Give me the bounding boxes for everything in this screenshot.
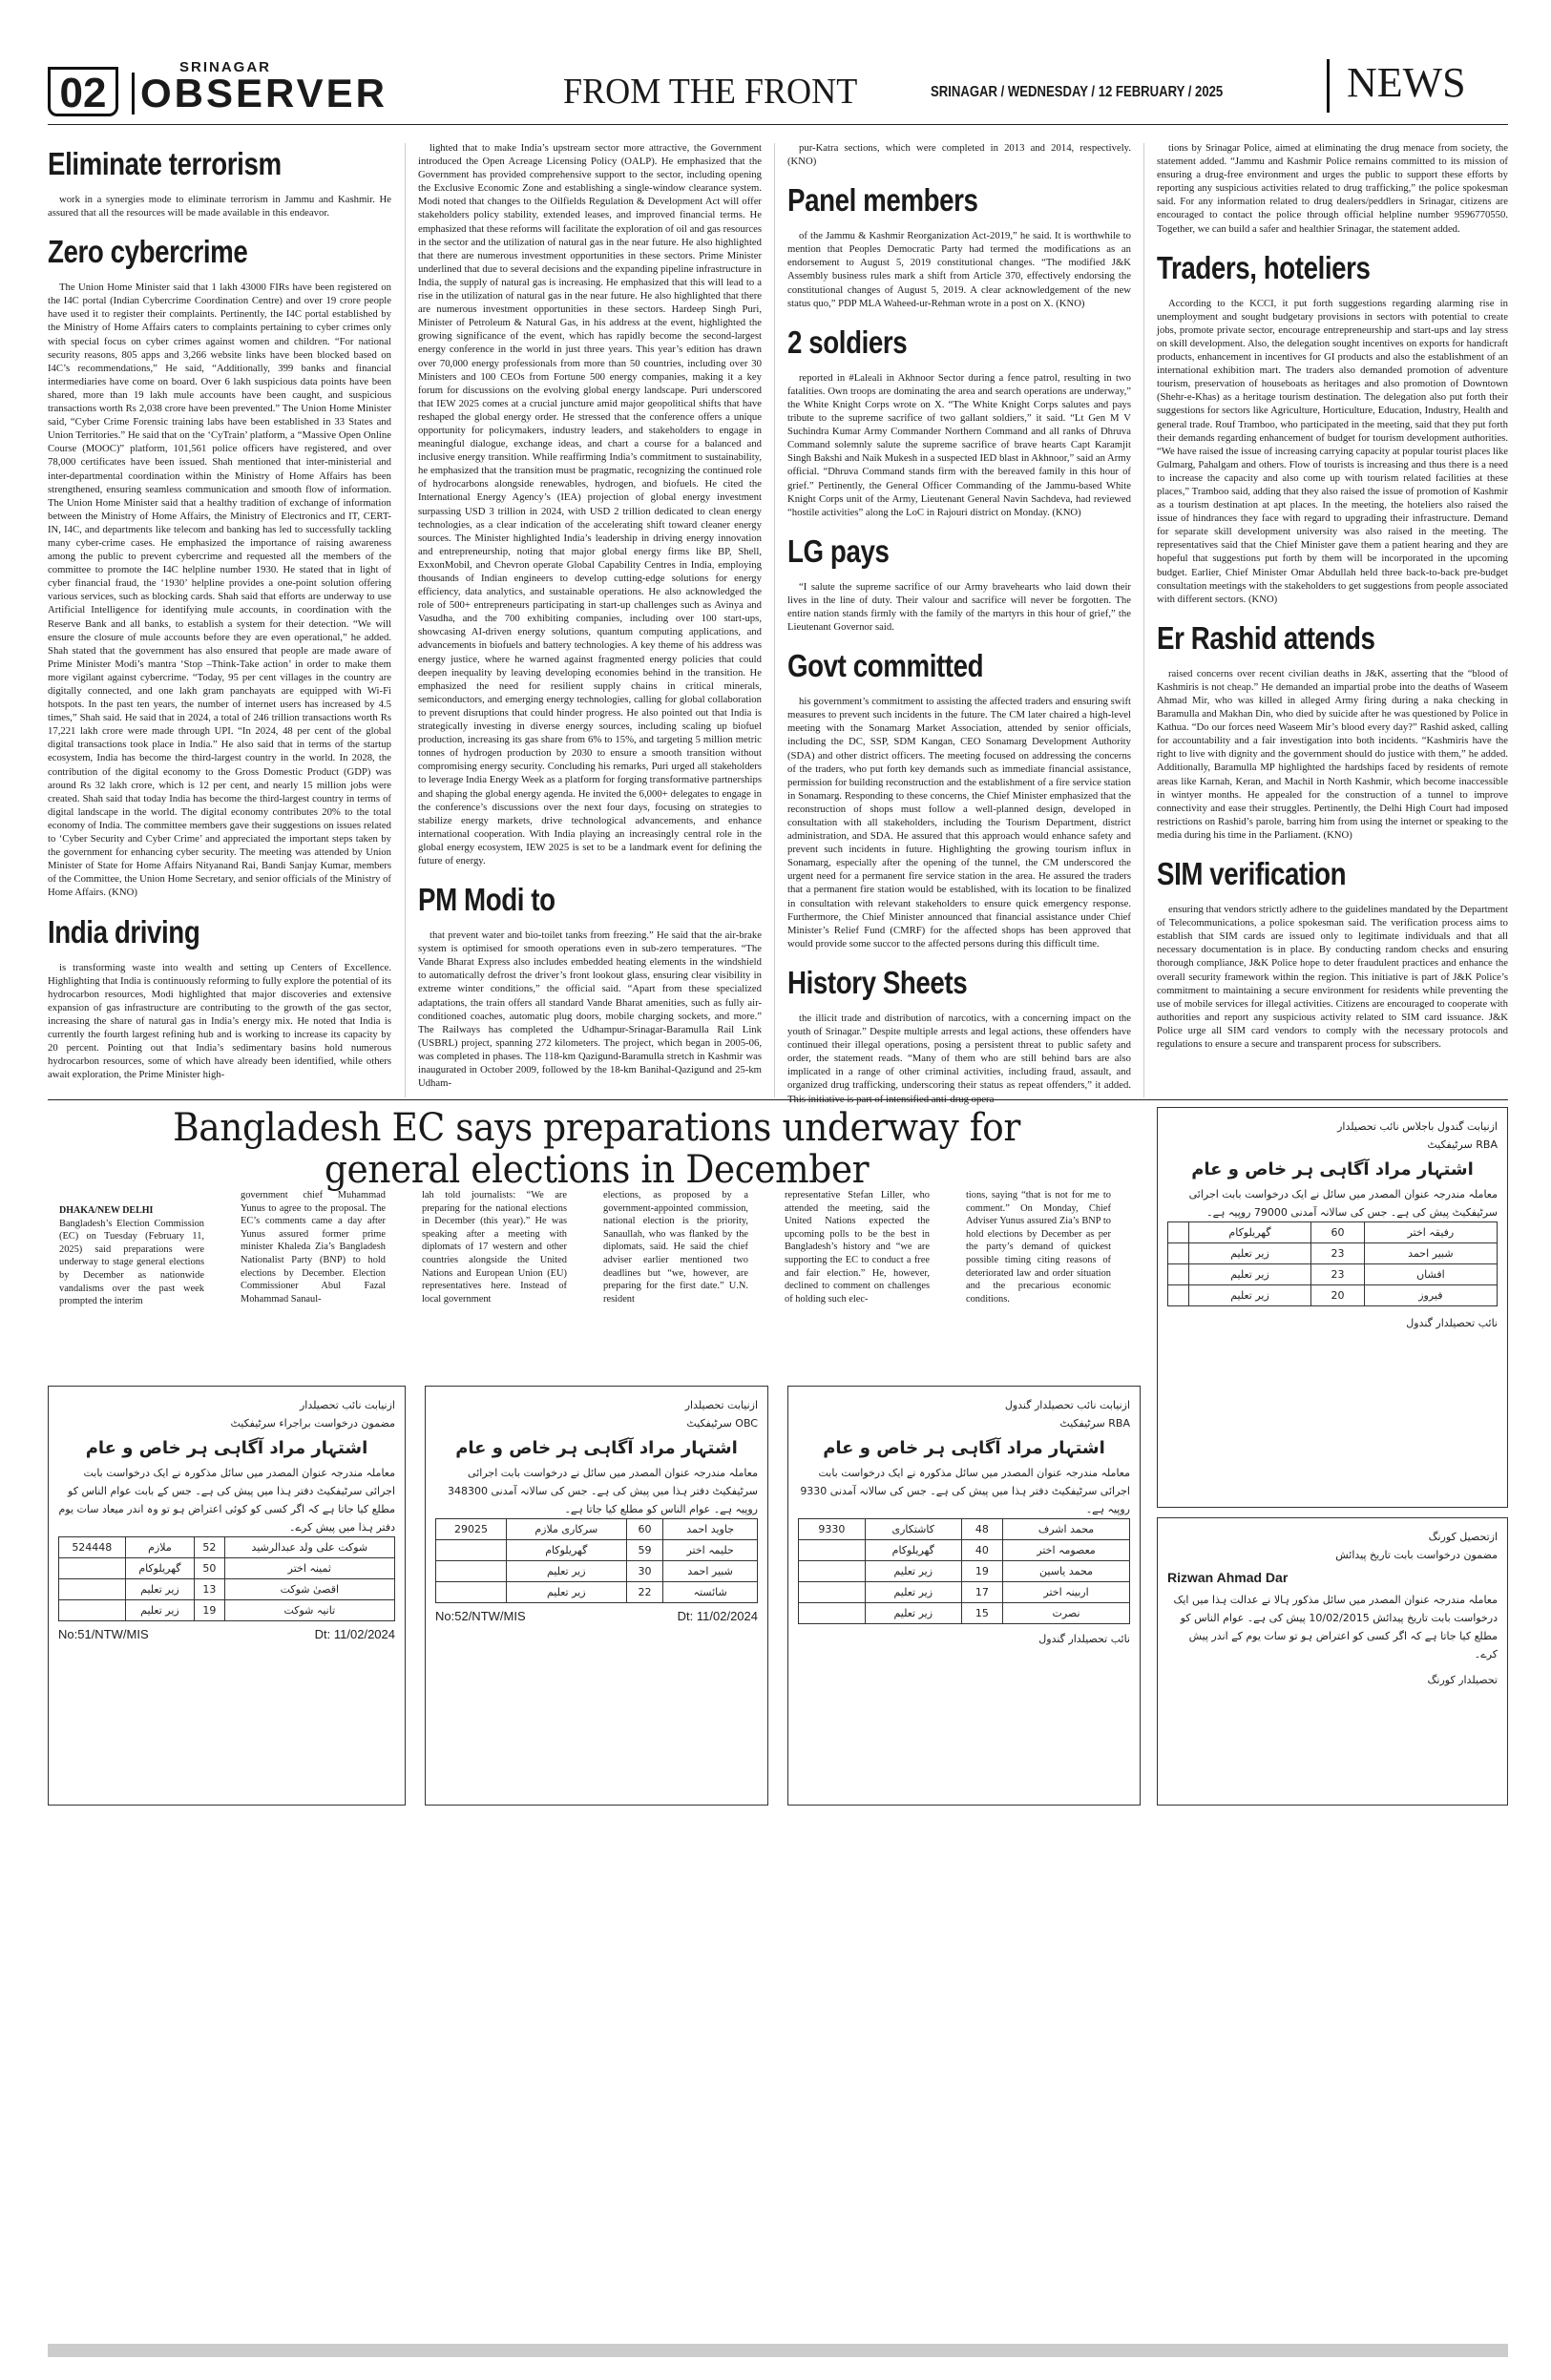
notice-ad bbox=[425, 1386, 768, 1806]
table-cell: محمد یاسین bbox=[1003, 1561, 1130, 1582]
table-cell: زیر تعلیم bbox=[865, 1561, 961, 1582]
headline: PM Modi to bbox=[418, 882, 555, 918]
ad-signature: تحصیلدار کورنگ bbox=[1427, 1674, 1498, 1686]
table-cell: زیر تعلیم bbox=[506, 1582, 626, 1603]
table-cell bbox=[1168, 1222, 1189, 1243]
table-row bbox=[799, 1603, 1130, 1624]
table-cell: زیر تعلیم bbox=[1188, 1264, 1310, 1285]
ad-table bbox=[435, 1518, 758, 1603]
section-tag: NEWS bbox=[1327, 59, 1466, 113]
article-text: “I salute the supreme sacrifice of our Army bravehearts who laid down their lives in the line of duty. Their valour and sacrifice will never be forgotten. The entire nation stands firmly with the family of the martyrs in this hour of grief,” the Lieutenant Governor said. bbox=[787, 580, 1131, 634]
table-cell: 23 bbox=[1311, 1264, 1365, 1285]
table-cell bbox=[799, 1561, 866, 1582]
ad-body: معاملہ مندرجہ عنوان المصدر میں سائل نے ایک درخواست بابت اجرائی سرٹیفکیٹ پیش کی ہے۔ جس کی سالانہ آمدنی 79000 روپیہ ہے۔ bbox=[1188, 1188, 1498, 1219]
article-text: reported in #Laleali in Akhnoor Sector during a fence patrol, resulting in two fatalities. Own troops are dominating the area and search operations are underway,” the White Knight Corps wrote on X. “The White Knight Corps salutes and pays tribute to the supreme sacrifice of two gallant soldiers,” it said. “Lt Gen M V Suchindra Kumar Army Commander Northern Command and all ranks of Dhruva Command solemnly salute the supreme sacrifice of brave hearts Capt Karamjit Singh Bakshi and Naik Mukesh in a suspected IED blast in Akhnoor,” said an Army official. “Dhruva Command stands firm with the bereaved family in this hour of grief.” Pertinently, the General Officer Commanding of the Jammu-based White Knight Corps unit of the Army, Lieutenant General Navin Sachdeva, had reviewed “hostile activities” along the LoC in Rajouri district on Monday. (KNO) bbox=[787, 371, 1131, 518]
table-cell bbox=[799, 1582, 866, 1603]
table-cell: 48 bbox=[961, 1519, 1002, 1540]
table-row bbox=[59, 1558, 395, 1579]
ad-body: معاملہ مندرجہ عنوان المصدر میں سائل مذکورہ نے ایک درخواست بابت اجرائی سرٹیفکیٹ دفتر ہذا میں پیش کی ہے۔ جس کی سالانہ آمدنی 9330 روپیہ ہے۔ bbox=[800, 1467, 1130, 1515]
ad-subject: RBA سرٹیفکیٹ bbox=[1059, 1417, 1130, 1430]
article-text: work in a synergies mode to eliminate terrorism in Jammu and Kashmir. He assured that all the resources will be made available in this endeavor. bbox=[48, 194, 391, 219]
ad-body: معاملہ مندرجہ عنوان المصدر میں سائل مذکور ہالا نے عدالت ہذا میں ایک درخواست بابت تاریخ پیدائش 10/02/2015 پیش کی ہے۔ عوام الناس کو مطلع کیا جاتا ہے کہ اگر کسی کو اعتراض ہو تو سات یوم کے اندر پیش کرے۔ bbox=[1173, 1594, 1498, 1660]
table-row bbox=[59, 1579, 395, 1600]
ad-heading: اشتہار مراد آگاہی ہر خاص و عام bbox=[85, 1438, 368, 1458]
table-cell: 60 bbox=[1311, 1222, 1365, 1243]
table-cell: 50 bbox=[195, 1558, 224, 1579]
table-row bbox=[1168, 1222, 1498, 1243]
table-cell: شائستہ bbox=[663, 1582, 758, 1603]
footer-bar bbox=[48, 2344, 1508, 2357]
headline: Govt committed bbox=[787, 648, 984, 684]
bangladesh-col-4: elections, as proposed by a government-appointed commission, national election is the priority, Sanaullah, who was flanked by the diplomats, said. He said the chief adviser earlier mentioned two deadlines but “we, however, are preparing for the first date.” U.N. resident bbox=[603, 1190, 748, 1305]
ad-issuer: ازنیابت نائب تحصیلدار bbox=[299, 1399, 395, 1411]
headline: History Sheets bbox=[787, 964, 968, 1000]
table-cell: ثمینہ اختر bbox=[224, 1558, 394, 1579]
table-cell bbox=[799, 1540, 866, 1561]
table-row bbox=[436, 1582, 758, 1603]
notice-ad bbox=[787, 1386, 1141, 1806]
bangladesh-col-2: government chief Muhammad Yunus to agree to the proposal. The EC’s comments came a day after Yunus assured former prime minister Khaleda Zia’s Bangladesh Nationalist Party (BNP) to hold elections by December. Election Commissioner Abul Fazal Mohammad Sanaul- bbox=[241, 1190, 386, 1305]
table-cell: 17 bbox=[961, 1582, 1002, 1603]
table-cell: 20 bbox=[1311, 1285, 1365, 1306]
ad-issuer: ازنیابت تحصیلدار bbox=[684, 1399, 758, 1411]
table-cell bbox=[436, 1582, 507, 1603]
article-text: pur-Katra sections, which were completed in 2013 and 2014, respectively. (KNO) bbox=[787, 142, 1131, 168]
headline: Eliminate terrorism bbox=[48, 146, 282, 181]
table-cell: 59 bbox=[626, 1540, 663, 1561]
table-cell: 23 bbox=[1311, 1243, 1365, 1264]
table-cell: زیر تعلیم bbox=[865, 1582, 961, 1603]
table-cell bbox=[1168, 1285, 1189, 1306]
ad-subject: OBC سرٹیفکیٹ bbox=[686, 1417, 758, 1430]
article-text: lighted that to make India’s upstream sector more attractive, the Government introduced the Open Acreage Licensing Policy (OALP). He emphasized that the Government has provided comprehensive support to the sector, including opening the Exclusive Economic Zone and establishing a single-window clearance system. Modi noted that changes to the Oilfields Regulation & Development Act will offer stakeholders policy stability, extended leases, and improved financial terms. He emphasized that these reforms will facilitate the exploration of oil and gas resources in the sector and the utilization of natural gas in the near future. He also highlighted that there are numerous investment opportunities in these sectors. Prime Minister underlined that due to several decisions and the expanding pipeline infrastructure in India, the supply of natural gas is increasing. He emphasized that this will lead to a rise in the utilization of natural gas in the near future. He also highlighted that there are numerous investment opportunities in these sectors. Hardeep Singh Puri, Minister of Petroleum & Natural Gas, in his address at the event, highlighted the growing significance of the event, which has rapidly become the second-largest energy conference in the world in just three years. This year’s edition has drawn over 70,000 energy professionals from more than 50 countries, including over 30 Ministers and 100 CEOs from Fortune 500 energy companies, making it a key forum for discussions on the evolving global energy landscape. Puri underscored that IEW 2025 comes at a crucial juncture amid major geopolitical shifts that have reshaped the global energy order. He stressed that the conference offers a unique opportunity for policymakers, industry leaders, and stakeholders to engage in meaningful dialogue, exchange ideas, and chart a course for a balanced and inclusive energy transition. While reaffirming India’s commitment to sustainability, he emphasized that the transition must be pragmatic, recognizing the continued role of hydrocarbons alongside renewables, hydrogen, and biofuels. He cited the International Energy Agency’s (IEA) projection of global energy investment surpassing USD 3 trillion in 2024, with USD 2 trillion dedicated to clean energy technologies, as a clear indication of the accelerating shift toward cleaner energy sources. The Minister highlighted India’s leadership in driving energy innovation and entrepreneurship, noting that major global energy firms like BP, Shell, ExxonMobil, and Chevron operate Global Capability Centres in India, employing thousands of Indian engineers to develop cutting-edge solutions for energy efficiency, data analytics, and sustainable operations. He also acknowledged the role of 500+ entrepreneurs participating in start-up challenges such as Avinya and Vasudha, and the 700 exhibiting companies, including over 100 start-ups, showcasing AI-driven energy solutions, quantum computing applications, and advancements in biofuels and battery technologies. A key theme of his address was energy justice, where he warned against fragmented energy policies that could deepen inequality by leaving developing economies behind in the transition. He emphasized the need for resilient supply chains in critical minerals, semiconductors, and emerging energy technologies, calling for global collaboration to prevent disruptions that could hinder progress. He also pointed out that India is strategically investing in diverse energy sources, including scaling up biofuel production, increasing its gas share from 6% to 15%, and targeting 5 million metric tonnes of hydrogen production by 2030 to ensure a smooth transition without compromising energy security. Concluding his remarks, Puri urged all stakeholders to leverage India Energy Week as a platform for forging transformative partnerships and shaping the global energy agenda. He invited the 6,000+ delegates to engage in the conference’s discussions over the next four days, focusing on strategies to stabilize energy markets, drive technological advancements, and enhance international cooperation. With India playing an increasingly central role in the global energy ecosystem, IEW 2025 is set to be a landmark event for defining the future of energy. bbox=[418, 142, 762, 866]
table-cell: گھریلوکام bbox=[1188, 1222, 1310, 1243]
table-row bbox=[436, 1561, 758, 1582]
table-cell: 13 bbox=[195, 1579, 224, 1600]
table-cell: زیر تعلیم bbox=[506, 1561, 626, 1582]
notice-ad bbox=[1157, 1517, 1508, 1806]
ad-issuer: ازتحصیل کورنگ bbox=[1428, 1531, 1498, 1543]
table-cell: حلیمہ اختر bbox=[663, 1540, 758, 1561]
headline: India driving bbox=[48, 913, 200, 950]
table-cell: جاوید احمد bbox=[663, 1519, 758, 1540]
table-cell: 40 bbox=[961, 1540, 1002, 1561]
ad-date: Dt: 11/02/2024 bbox=[314, 1627, 395, 1641]
bangladesh-headline bbox=[81, 1107, 1113, 1191]
table-cell: زیر تعلیم bbox=[865, 1603, 961, 1624]
article-text: ensuring that vendors strictly adhere to the guidelines mandated by the Department of Telecommunications, a police spokesman said. The verification process aims to establish that SIM cards are issued only to legitimate individuals and that all necessary documentation is in place. By conducting random checks and ensuring thorough compliance, J&K Police hope to deter fraudulent practices and enhance the overall security framework within the region. This initiative is part of J&K Police’s commitment to maintaining a secure environment for residents while preventing the use of mobile services for illegal activities. Citizens are encouraged to cooperate with authorities and report any suspicious activity related to SIM card issuance. J&K Police urge all SIM card vendors to comply with the necessary protocols and regulations to ensure a secure and transparent process for subscribers. bbox=[1157, 904, 1508, 1050]
article-text: raised concerns over recent civilian deaths in J&K, asserting that the “blood of Kashmiris is not cheap.” He demanded an impartial probe into the deaths of Waseem Ahmad Mir, who was killed in alleged Army firing during a naka checking in Baramulla and Makhan Din, who died by suicide after he was questioned by Police in Kathua. “Do our forces need Waseem Mir’s blood every day?” Rashid asked, calling for accountability and a fair investigation into both incidents. “Kashmiris have the right to live with dignity and the government should do justice with them,” he added. Additionally, Baramulla MP highlighted the hardships faced by residents of remote areas like Karnah, Keran, and Machil in North Kashmir, which become inaccessible in wintyer months. He appealed for the construction of a tunnel to improve connectivity and ease their struggles. Pertinently, the Delhi High Court had imposed restrictions on Rashid’s parole, barring him from using the internet or speaking to the media during his time in the Parliament. (KNO) bbox=[1157, 667, 1508, 841]
bangladesh-col-1 bbox=[59, 1204, 204, 1308]
table-cell: سرکاری ملازم bbox=[506, 1519, 626, 1540]
column-3 bbox=[787, 141, 1132, 1105]
article-text: The Union Home Minister said that 1 lakh 43000 FIRs have been registered on the I4C portal (Indian Cybercrime Coordination Centre) and over 19 crore people have used it to register their complaints. Pertinently, the I4C portal established by the Ministry of Home Affairs caters to complaints pertaining to cyber crimes only with special focus on cyber crimes against women and children. “For national security reasons, 805 apps and 3,266 website links have been blocked based on I4C’s recommendations,” He said, “Additionally, 399 banks and financial intermediaries have come on board. Over 6 lakh suspicious data points have been shared, more than 19 lakh mule accounts have been caught, and suspicious transactions worth Rs 2,038 crore have been prevented.” The Union Home Minister said, “Cyber Crime Forensic training labs have been established in 33 States and Union Territories.” He said that on the ‘CyTrain’ platform, a “Massive Open Online Course (MOOC)” platform, 101,561 police officers have registered, and over 78,000 certificates have been issued. Shah mentioned that inter-ministerial and inter-departmental coordination within the Ministry of Home Affairs has been strengthened, ensuring seamless communication and smooth flow of information. The Union Home Minister said that a healthy tradition of exchange of information between the Ministry of Home Affairs, the Ministry of Electronics and IT, CERT-IN, I4C, and departments like telecom and banking has led to successfully tackling many cyber-crime cases. He emphasized the importance of raising awareness among the public to prevent cybercrime and requested all the members of the committee to promote the I4C helpline number 1930. He stated that in light of cyber financial fraud, the ‘1930’ helpline provides a one-point solution offering various services, such as blocking cards. Shah said that efforts are underway to use Artificial Intelligence for identifying mule accounts, in coordination with the Reserve Bank and all banks, to establish a system for their detection. “We will ensure the closure of mule accounts before they are even operational,” he added. Shah stated that the government has also ensured that people are made aware of Prime Minister Modi’s mantra ‘Stop –Think-Take action’ in order to make them more vigilant against cybercrime. “Today, 95 per cent villages in the country are digitally connected, and one lakh gram panchayats are equipped with Wi-Fi hotspots. In the past ten years, the number of internet users has increased by 4.5 times,” Shah said. He said that in 2024, a total of 246 trillion transactions worth Rs 17,221 lakh crore were made through UPI. “In 2024, 48 per cent of the global digital transactions took place in India.” He also said that in terms of the startup ecosystem, India has become the third-largest country in the world. In 2028, the contribution of the digital economy to the Gross Domestic Product (GDP) was around Rs 32 lakh crore, which is 12 per cent, and nearly 15 million jobs were created. Shah said that today India has become the third-largest country in terms of digital landscape in the world. The digital economy contributes 20% to the total economy of India. The committee members gave their suggestions on issues related to ‘Cyber Security and Cyber Crime’ and appreciated the important steps taken by the government for enhancing cyber security. The meeting was attended by Union Minister of State for Home Affairs Nityanand Rai, Bandi Sanjay Kumar, members of the Committee, the Union Home Secretary, and senior officials of the Ministry of Home Affairs. (KNO) bbox=[48, 282, 391, 899]
headline: Zero cybercrime bbox=[48, 234, 248, 270]
column-1 bbox=[48, 141, 391, 1096]
table-row bbox=[1168, 1285, 1498, 1306]
ad-table bbox=[1167, 1221, 1498, 1306]
page-number: 02 bbox=[48, 67, 118, 116]
table-cell: کاشتکاری bbox=[865, 1519, 961, 1540]
ad-subject: مضمون درخواست بابت تاریخ پیدائش bbox=[1335, 1549, 1498, 1561]
table-cell: 52 bbox=[195, 1537, 224, 1558]
table-cell: فیروز bbox=[1364, 1285, 1497, 1306]
ad-applicant-name: Rizwan Ahmad Dar bbox=[1167, 1570, 1289, 1585]
article-text: According to the KCCI, it put forth suggestions regarding alarming rise in unemployment and sought budgetary provisions in sectors with potential to create jobs, promote private sector, encourage entrepreneurship and start-ups and lay stress on skill development. Also, the delegation sought incentives on exports for handicraft products, enhancement in incentives for GI products and also the establishment of an international exhibition mart. The traders also demanded promotion of adventure tourism, preservation of houseboats as heritages and also promotion of Downtown (Shehr-e-Khas) as a heritage tourism destination. The delegation also put forth their suggestions for sectors like Agriculture, Horticulture, Education, Industry, Health and general trade. Rouf Tramboo, who participated in the meeting, said that they put forth their demands regarding enhancement of budget for tourism development authorities. “We have raised the issue of increasing carrying capacity at popular tourist places like Gulmarg, Pahalgam and others. Flow of tourists is increasing and thus there is a need to increase the capacity and also come up with tourism related facilities at these places,” Tramboo said, adding that they also raised the issue of promotion of Kashmir as a tourism destination at apt places. In the meeting, the hoteliers also raised the issue of hindrances they face with regard to upgrading their infrastructure. Demand for separate skill development university was also raised in the meeting. The representatives said that the Chief Minister gave them a patient hearing and they are hopeful that suggestions put forth by them will be incorporated in the upcoming budget. Earlier, Chief Minister Omar Abdullah held three back-to-back pre-budget consultation meetings with the stakeholders to get suggestions from people associated with different sectors. (KNO) bbox=[1157, 297, 1509, 605]
ad-ref-no: No:52/NTW/MIS bbox=[435, 1609, 526, 1623]
section-title: FROM THE FRONT bbox=[563, 72, 858, 112]
ad-date: Dt: 11/02/2024 bbox=[677, 1609, 758, 1623]
logo: OBSERVER bbox=[132, 73, 388, 115]
table-cell bbox=[1168, 1264, 1189, 1285]
table-row bbox=[1168, 1243, 1498, 1264]
table-cell: تانیہ شوکت bbox=[224, 1600, 394, 1621]
headline: Panel members bbox=[787, 182, 978, 219]
ad-ref-no: No:51/NTW/MIS bbox=[58, 1627, 149, 1641]
column-rule bbox=[774, 143, 775, 1097]
column-4 bbox=[1157, 141, 1508, 1096]
dateline: DHAKA/NEW DELHI bbox=[59, 1205, 154, 1216]
ad-signature: نائب تحصیلدار گندول bbox=[1038, 1633, 1130, 1645]
table-cell: زیر تعلیم bbox=[125, 1579, 195, 1600]
headline: 2 soldiers bbox=[787, 324, 908, 360]
table-cell bbox=[59, 1558, 126, 1579]
logo-small: SRINAGAR bbox=[179, 59, 272, 75]
table-cell: 19 bbox=[961, 1561, 1002, 1582]
bangladesh-col-3: lah told journalists: “We are preparing for the national elections in December (this year).” He was speaking after a meeting with diplomats of 17 western and other countries alongside the United Nations and European Union (EU) representatives here. Instead of local government bbox=[422, 1190, 567, 1305]
table-row bbox=[1168, 1264, 1498, 1285]
headline: Er Rashid attends bbox=[1157, 619, 1375, 656]
section-rule bbox=[48, 1099, 1508, 1100]
ad-body: معاملہ مندرجہ عنوان المصدر میں سائل مذکورہ نے ایک درخواست بابت اجرائی سرٹیفکیٹ دفتر ہذا میں پیش کی ہے۔ جس کے بابت عوام الناس کو مطلع کیا جاتا ہے کہ اگر کسی کو کوئی اعتراض ہو تو وہ اندر میعاد سات یوم دفتر ہذا میں پیش کرے۔ bbox=[58, 1467, 395, 1534]
notice-ad bbox=[48, 1386, 406, 1806]
ad-table bbox=[798, 1518, 1130, 1624]
article-text: his government’s commitment to assisting the affected traders and ensuring swift measures to prevent such incidents in the future. The CM later chaired a high-level meeting with the Sonamarg Market Association, attended by senior officials, including the DC, SSP, SDM Kangan, CEO Sonamarg Development Authority (SDA) and other district officers. The meeting focused on addressing the concerns of the traders, who put forth key demands such as immediate financial assistance, permission for building reconstruction and the establishment of a fire service station in Sonamarg. Responding to these concerns, the Chief Minister emphasized that the reconstruction of shops must follow a well-planned design, developed in consultation with all stakeholders, including the Tourism Department, district administration, and SDA. He assured that this approach would enhance safety and prevent such incidents in future. Highlighting the growing tourism influx in Sonamarg, especially after the opening of the tunnel, the CM underscored the urgent need for a permanent fire service station in the area. He assured the traders that a permanent fire station would be established, with its location to be finalized in consultation with relevant stakeholders to ensure quick emergency response. Furthermore, the Chief Minister announced that financial assistance under Chief Minister’s Relief Fund (CMRF) for the affected shops has been approved that would provide some succor to the affected persons during this difficult time. bbox=[787, 696, 1132, 950]
table-row bbox=[799, 1540, 1130, 1561]
table-cell bbox=[799, 1603, 866, 1624]
headline-line-2: general elections in December bbox=[324, 1148, 870, 1192]
table-row bbox=[59, 1537, 395, 1558]
ad-body: معاملہ مندرجہ عنوان المصدر میں سائل نے درخواست بابت اجرائی سرٹیفکیٹ دفتر ہذا میں پیش کی ہے۔ جس کی سالانہ آمدنی 348300 روپیہ ہے۔ عوام الناس کو مطلع کیا جاتا ہے۔ bbox=[448, 1467, 758, 1515]
table-cell: گھریلوکام bbox=[506, 1540, 626, 1561]
ad-issuer: ازنیابت نائب تحصیلدار گندول bbox=[1004, 1399, 1130, 1411]
table-cell: شبیر احمد bbox=[1364, 1243, 1497, 1264]
table-cell: معصومہ اختر bbox=[1003, 1540, 1130, 1561]
table-cell: 524448 bbox=[59, 1537, 126, 1558]
table-row bbox=[799, 1561, 1130, 1582]
bangladesh-col-6: tions, saying “that is not for me to comment.” On Monday, Chief Adviser Yunus assured Zia’s BNP to hold elections by December as per the party’s demand of quickest possible timing citing reasons of deteriorated law and order situation and the precarious economic conditions. bbox=[966, 1190, 1111, 1305]
table-row bbox=[799, 1519, 1130, 1540]
table-cell: رفیقہ اختر bbox=[1364, 1222, 1497, 1243]
table-cell: زیر تعلیم bbox=[1188, 1243, 1310, 1264]
table-cell bbox=[1168, 1243, 1189, 1264]
headline-line-1: Bangladesh EC says preparations underway for bbox=[173, 1106, 1020, 1150]
ad-table bbox=[58, 1536, 395, 1621]
ad-heading: اشتہار مراد آگاہی ہر خاص و عام bbox=[823, 1438, 1105, 1458]
table-cell: شبیر احمد bbox=[663, 1561, 758, 1582]
table-row bbox=[799, 1582, 1130, 1603]
article-text: of the Jammu & Kashmir Reorganization Act-2019,” he said. It is worthwhile to mention that Peoples Democratic Party had termed the modifications as an endorsement to August 5, 2019 constitutional changes. “The modified J&K Assembly business rules mark a shift from Article 370, effectively endorsing the constitutional changes of August 5, 2019. A clear acknowledgement of the new status quo,” PDP MLA Waheed-ur-Rehman wrote in a post on X. (KNO) bbox=[787, 230, 1131, 309]
table-cell: 30 bbox=[626, 1561, 663, 1582]
table-cell: 9330 bbox=[799, 1519, 866, 1540]
headline: SIM verification bbox=[1157, 856, 1347, 892]
notice-ad bbox=[1157, 1107, 1508, 1508]
table-cell: گھریلوکام bbox=[865, 1540, 961, 1561]
ad-heading: اشتہار مراد آگاہی ہر خاص و عام bbox=[1191, 1159, 1474, 1180]
table-cell: زیر تعلیم bbox=[1188, 1285, 1310, 1306]
table-cell bbox=[59, 1579, 126, 1600]
header-rule bbox=[48, 124, 1508, 125]
table-cell: 22 bbox=[626, 1582, 663, 1603]
table-cell: اقصیٰ شوکت bbox=[224, 1579, 394, 1600]
table-cell bbox=[436, 1561, 507, 1582]
table-cell: شوکت علی ولد عبدالرشید bbox=[224, 1537, 394, 1558]
table-cell bbox=[59, 1600, 126, 1621]
table-cell: اربینہ اختر bbox=[1003, 1582, 1130, 1603]
article-text: is transforming waste into wealth and setting up Centers of Excellence. Highlighting that India is continuously reforming to fully explore the potential of its hydrocarbon resources, Modi highlighted that major discoveries and extensive expansion of gas infrastructure are contributing to the growth of the gas sector, increasing the share of natural gas in India’s energy mix. He noted that India is currently the fourth largest refining hub and is working to increase its capacity by 20 percent. Pointing out that India’s sedimentary basins hold numerous hydrocarbon resources, some of which have already been identified, while others await exploration, the Prime Minister high- bbox=[48, 961, 391, 1081]
ad-signature: نائب تحصیلدار گندول bbox=[1406, 1317, 1498, 1329]
ad-heading: اشتہار مراد آگاہی ہر خاص و عام bbox=[455, 1438, 738, 1458]
masthead bbox=[48, 59, 1508, 126]
column-rule bbox=[405, 143, 406, 1097]
article-text: the illicit trade and distribution of narcotics, with a concerning impact on the youth of Srinagar.” Despite multiple arrests and legal actions, these offenders have continued their illegal operations, posing a persistent threat to public safety and order, the statement reads. “Many of them who are still behind bars are also implicated in a range of other criminal activities, including fraud, assault, and organized drug trafficking, underscoring their status as repeat offenders,” it added. This initiative is part of intensified anti-drug opera- bbox=[787, 1012, 1131, 1105]
table-cell: 29025 bbox=[436, 1519, 507, 1540]
dateline: SRINAGAR / WEDNESDAY / 12 FEBRUARY / 2025 bbox=[931, 84, 1224, 100]
column-rule bbox=[1143, 143, 1144, 1097]
headline: LG pays bbox=[787, 532, 890, 569]
table-cell: 19 bbox=[195, 1600, 224, 1621]
ad-issuer: ازنیابت گندول باجلاس نائب تحصیلدار bbox=[1337, 1120, 1498, 1133]
table-cell: افشاں bbox=[1364, 1264, 1497, 1285]
table-row bbox=[436, 1540, 758, 1561]
article-text: Bangladesh’s Election Commission (EC) on Tuesday (February 11, 2025) said preparations were underway to stage general elections by December as nationwide vandalisms over the past week prompted the interim bbox=[59, 1218, 204, 1307]
table-cell: محمد اشرف bbox=[1003, 1519, 1130, 1540]
ad-subject: مضمون درخواست براجراء سرٹیفکیٹ bbox=[230, 1417, 395, 1430]
table-row bbox=[436, 1519, 758, 1540]
table-cell: 15 bbox=[961, 1603, 1002, 1624]
table-cell: زیر تعلیم bbox=[125, 1600, 195, 1621]
ad-subject: RBA سرٹیفکیٹ bbox=[1427, 1138, 1498, 1151]
table-row bbox=[59, 1600, 395, 1621]
table-cell: 60 bbox=[626, 1519, 663, 1540]
article-text: that prevent water and bio-toilet tanks from freezing.” He said that the air-brake system is optimised for smooth operations even in sub-zero temperatures. “The Vande Bharat Express also includes embedded heating elements in the windshield to automatically defrost the driver’s front lookout glass, ensuring clear visibility in extreme winter conditions,” the official said. “Apart from these specialized adaptations, the train offers all standard Vande Bharat amenities, such as fully air-conditioned coaches, automatic plug doors, mobile charging sockets, and more.” The Railways has completed the Udhampur-Srinagar-Baramulla Rail Link (USBRL) project, spanning 272 kilometers. The project, which began in 2005-06, was completed in phases. The 118-km Qazigund-Baramulla stretch in Kashmir was inaugurated in October 2009, followed by the 18-km Banihal-Qazigund and 25-km Udham- bbox=[418, 929, 762, 1090]
table-cell bbox=[436, 1540, 507, 1561]
column-2 bbox=[418, 141, 762, 1096]
bangladesh-col-5: representative Stefan Liller, who attended the meeting, said the United Nations expected the upcoming polls to be the best in Bangladesh’s history and “we are supporting the EC to conduct a free and fair election.” He, however, declined to comment on challenges of holding such elec- bbox=[785, 1190, 930, 1305]
table-cell: گھریلوکام bbox=[125, 1558, 195, 1579]
article-text: tions by Srinagar Police, aimed at eliminating the drug menace from society, the statement added. “Jammu and Kashmir Police remains committed to its mission of ensuring a drug-free environment and urges the public to support these efforts by reporting any suspicious activities related to drug trafficking,” the police spokesman said. For any information related to drug dealers/peddlers in Srinagar, citizens are encouraged to contact the police through official helpline number 9596770550. Together, we can build a safer and healthier Srinagar, the statement added. bbox=[1157, 142, 1508, 235]
table-cell: نصرت bbox=[1003, 1603, 1130, 1624]
headline: Traders, hoteliers bbox=[1157, 249, 1371, 285]
table-cell: ملازم bbox=[125, 1537, 195, 1558]
